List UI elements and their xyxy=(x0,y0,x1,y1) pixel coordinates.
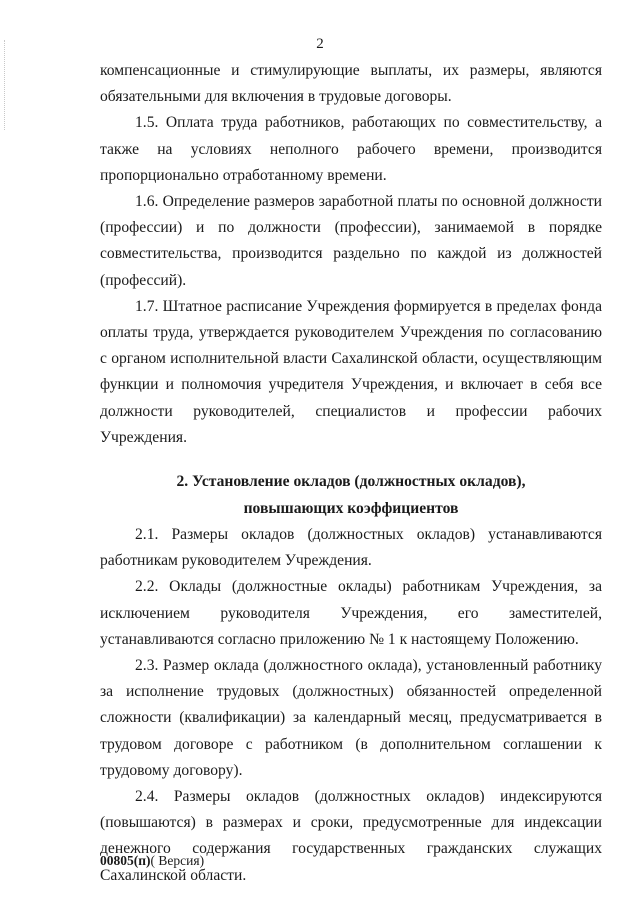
continuation-paragraph: компенсационные и стимулирующие выплаты, их размеры, являются обязательными для включения в трудовые договоры. xyxy=(100,62,602,106)
footer-version: ( Версия) xyxy=(150,853,205,868)
paragraph-2-4: 2.4. Размеры окладов (должностных окладов) индексируются (повышаются) в размерах и сроки, предусмотренные для индексации денежного содержания государственных гражданских служащих Сахалинской области. xyxy=(100,788,602,884)
paragraph-1-6: 1.6. Определение размеров заработной платы по основной должности (профессии) и по должности (профессии), занимаемой в порядке совместительства, производится раздельно по каждой из должностей (профессий). xyxy=(100,193,602,289)
paragraph-2-1: 2.1. Размеры окладов (должностных окладов) устанавливаются работникам руководителем Учреждения. xyxy=(100,526,602,570)
section-2-heading-line1: 2. Установление окладов (должностных окладов), xyxy=(176,473,526,491)
document-body xyxy=(100,58,602,889)
section-2-heading xyxy=(100,469,602,522)
page-number: 2 xyxy=(316,36,324,52)
paragraph-2-2: 2.2. Оклады (должностные оклады) работникам Учреждения, за исключением руководителя Учреждения, его заместителей, устанавливаются согласно приложению № 1 к настоящему Положению. xyxy=(100,578,602,648)
paragraph-1-7: 1.7. Штатное расписание Учреждения формируется в пределах фонда оплаты труда, утверждается руководителем Учреждения по согласованию с органом исполнительной власти Сахалинской области, осуществляющим функции и полномочия учредителя Учреждения, и включает в себя все должности руководителей, специалистов и профессии рабочих Учреждения. xyxy=(100,297,602,446)
footer-code: 00805(п) xyxy=(100,853,151,868)
paragraph-2-3: 2.3. Размер оклада (должностного оклада), установленный работнику за исполнение трудовых (должностных) обязанностей определенной сложности (квалификации) за календарный месяц, предусматривается в трудовом договоре с работником (в дополнительном соглашении к трудовому договору). xyxy=(100,657,602,779)
scan-margin-marks xyxy=(4,40,7,130)
paragraph-1-5: 1.5. Оплата труда работников, работающих по совместительству, а также на условиях неполного рабочего времени, производится пропорционально отработанному времени. xyxy=(100,114,602,184)
document-footer xyxy=(100,853,204,869)
section-2-heading-line2: повышающих коэффициентов xyxy=(243,499,459,517)
